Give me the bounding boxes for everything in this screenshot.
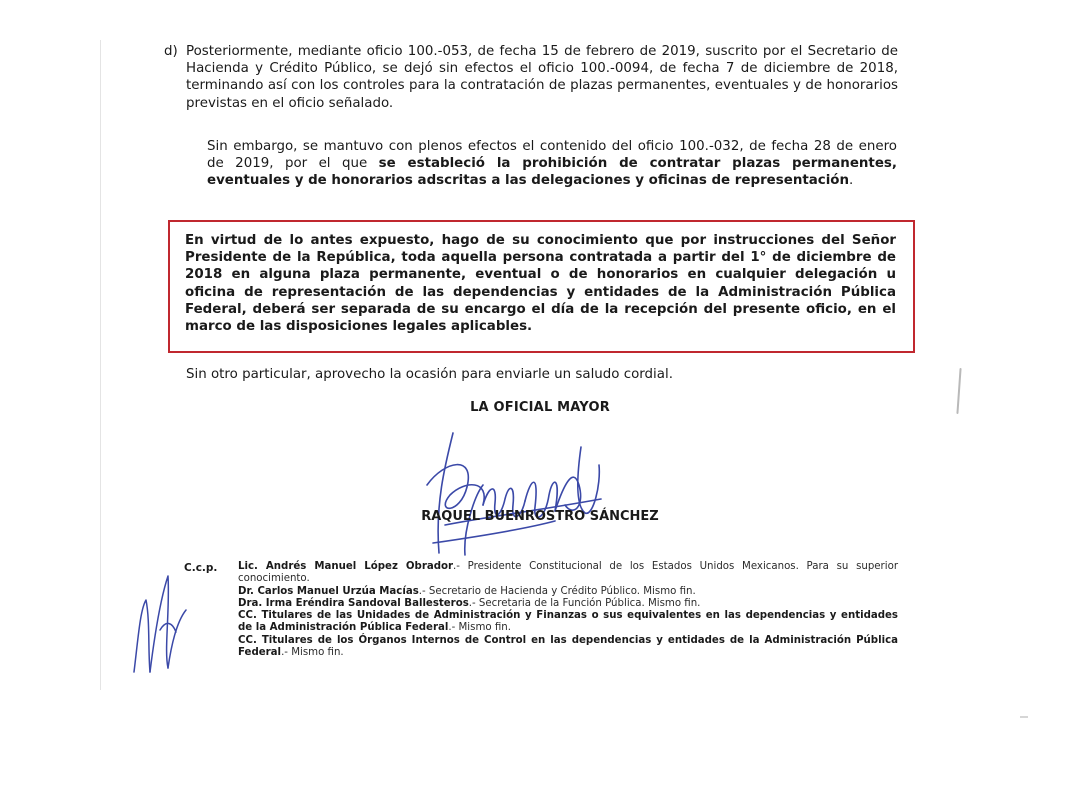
boxed-paragraph: En virtud de lo antes expuesto, hago de su conocimiento que por instrucciones del Señor Presidente de la República, toda aquella persona contratada a partir del 1° de diciembre de 2018 en alguna plaza permanente, eventual o de honorarios en cualquier delegación u oficina de representación de las dependencias y entidades de la Administración Pública Federal, deberá ser separada de su encargo el día de la recepción del presente oficio, en el marco de las disposiciones legales aplicables. xyxy=(185,233,896,335)
ccp-item-text: .- Mismo fin. xyxy=(448,622,511,634)
ccp-item xyxy=(238,598,898,610)
ccp-item xyxy=(238,586,898,598)
paragraph-embargo-plain: Sin embargo, se mantuvo con plenos efectos el contenido del oficio 100.-032, de fecha 28 de enero de 2019, por el que xyxy=(207,139,897,172)
ccp-item-name: CC. Titulares de las Unidades de Administración y Finanzas o sus equivalentes en las dependencias y entidades de la Administración Pública Federal xyxy=(238,610,898,634)
ccp-item-text: .- Presidente Constitucional de los Estados Unidos Mexicanos. Para su superior conocimiento. xyxy=(238,561,899,585)
ccp-item-text: .- Secretario de Hacienda y Crédito Público. Mismo fin. xyxy=(418,585,696,597)
scan-mark xyxy=(956,368,961,414)
paragraph-d-label: d) xyxy=(164,44,178,59)
initials-mark xyxy=(120,560,195,680)
ccp-list xyxy=(238,561,898,659)
signatory-name: RAQUEL BUENROSTRO SÁNCHEZ xyxy=(421,509,659,524)
paragraph-d xyxy=(164,43,898,112)
ccp-item-name: Dr. Carlos Manuel Urzúa Macías xyxy=(238,585,419,597)
paragraph-embargo-bold: se estableció la prohibición de contratar plazas permanentes, eventuales y de honorarios adscritas a las delegaciones y oficinas de representación xyxy=(207,156,897,189)
paragraph-d-text: Posteriormente, mediante oficio 100.-053, de fecha 15 de febrero de 2019, suscrito por el Secretario de Hacienda y Crédito Público, se dejó sin efectos el oficio 100.-0094, de fecha 7 de diciembre de 2018, terminando así con los controles para la contratación de plazas permanentes, eventuales y de honorarios previstas en el oficio señalado. xyxy=(186,44,898,111)
ccp-item xyxy=(238,561,898,586)
ccp-item-text: .- Secretaria de la Función Pública. Mismo fin. xyxy=(468,597,701,609)
ccp-item-name: Lic. Andrés Manuel López Obrador xyxy=(238,561,454,572)
ccp-label: C.c.p. xyxy=(184,562,218,574)
paragraph-embargo xyxy=(207,138,897,190)
signature-image xyxy=(405,425,610,570)
ccp-item xyxy=(238,610,898,635)
closing-text: Sin otro particular, aprovecho la ocasión para enviarle un saludo cordial. xyxy=(186,367,673,382)
scan-mark-small xyxy=(1020,716,1028,718)
ccp-item xyxy=(238,635,898,660)
signature-title: LA OFICIAL MAYOR xyxy=(470,400,610,415)
ccp-item-name: Dra. Irma Eréndira Sandoval Ballesteros xyxy=(238,597,469,609)
paragraph-embargo-end: . xyxy=(849,173,854,189)
ccp-item-name: CC. Titulares de los Órganos Internos de Control en las dependencias y entidades de la Administración Pública Federal xyxy=(238,634,898,659)
page-margin-line xyxy=(100,40,101,690)
ccp-item-text: .- Mismo fin. xyxy=(281,647,344,659)
